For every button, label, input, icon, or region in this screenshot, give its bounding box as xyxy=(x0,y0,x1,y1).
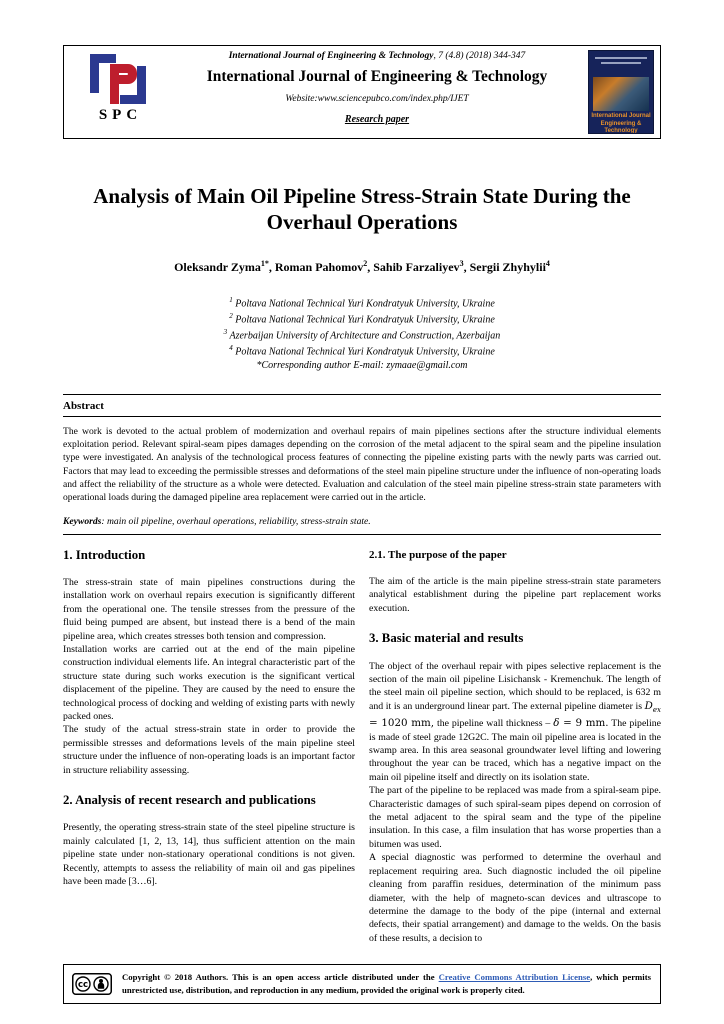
journal-cover-image xyxy=(588,50,654,134)
cc-by-icon xyxy=(72,973,112,995)
publisher-logo xyxy=(70,50,166,134)
formula-diameter: $D_{ex} = 1020$ mm, xyxy=(369,699,661,730)
left-column xyxy=(63,547,355,946)
right-column xyxy=(369,547,661,946)
paragraph: The study of the actual stress-strain state in order to provide the permissible stresses and deformations levels of the main pipeline steel structure under the influence of non-operating loads is an important factor in structure reliability assessing. xyxy=(63,724,355,776)
license-footer xyxy=(63,964,661,1004)
journal-header xyxy=(63,45,661,139)
paragraph: A special diagnostic was performed to determine the overhaul and replacement requiring area. Such diagnostic included the oil pipeline cleaning from paraffin residues, determination of the minimum pass diameter, with the help of magneto-scan devices and ultrascope to determine the damage to the body of the pipe (internal and external defects, their spatial arrangement) and damage to the welds. On the basis of these results, a decision to xyxy=(369,852,661,944)
affiliation-line: $^2$ Poltava National Technical Yuri Kondratyuk University, Ukraine xyxy=(229,311,495,326)
journal-header-center xyxy=(166,50,588,134)
section-3-heading: 3. Basic material and results xyxy=(369,631,524,646)
journal-title: International Journal of Engineering & Technology xyxy=(206,68,548,85)
spc-logo-icon xyxy=(82,52,154,106)
affiliation-line: $^4$ Poltava National Technical Yuri Kondratyuk University, Ukraine xyxy=(229,344,495,358)
divider xyxy=(63,416,661,417)
author-name: , Roman Pahomov xyxy=(268,259,364,274)
keywords-line xyxy=(63,516,661,527)
keywords-label: Keywords xyxy=(63,515,102,527)
paper-type-label: Research paper xyxy=(344,114,410,125)
cover-decor-line xyxy=(595,57,647,59)
affiliation-line: $^3$ Azerbaijan University of Architecture and Construction, Azerbaijan xyxy=(223,328,501,342)
svg-text:cc: cc xyxy=(77,980,89,990)
journal-citation-issue: , 7 (4.8) (2018) 344-347 xyxy=(433,51,526,61)
cc-license-link[interactable]: Creative Commons Attribution License xyxy=(438,972,591,982)
paragraph: The part of the pipeline to be replaced was made from a spiral-seam pipe. Characteristic damages of such spiral-seam pipes depend on corrosion of the metal adjacent to the spiral seam and the type of the pipeline insulation. In this case, a film insulation that has worse properties than a bitumen was used. xyxy=(369,785,661,850)
journal-website[interactable]: Website:www.sciencepubco.com/index.php/IJET xyxy=(285,94,469,104)
cover-title-line2: Engineering & Technology xyxy=(600,121,642,134)
paragraph: Installation works are carried out at the end of the main pipeline construction individual elements life. An integral characteristic part of the structure state during such works execution is the significant vertical displacement of the pipeline. They are caused by the need to ensure the technological process of docking and welding of existing parts with newly packed ones. xyxy=(63,643,355,722)
author-name: , Sahib Farzaliyev xyxy=(367,259,460,274)
copyright-notice xyxy=(122,971,651,996)
affiliation-list xyxy=(63,294,661,372)
author-affil-marker: 2 xyxy=(363,258,368,268)
paragraph: Presently, the operating stress-strain state of the steel pipeline structure is mainly calculated [1, 2, 13, 14], thus sufficient attention on the main pipeline state under non-stationary operational conditions is not given. Recently, attempts to assess the reliability of main oil and gas pipelines have been made [3…6]. xyxy=(63,822,355,887)
abstract-heading: Abstract xyxy=(63,399,104,412)
copyright-text-after: , which permits unrestricted use, distribution, and reproduction in any medium, provided the original work is properly cited. xyxy=(122,972,651,995)
cover-photo xyxy=(593,77,649,111)
article-body xyxy=(63,547,661,946)
article-title: Analysis of Main Oil Pipeline Stress-Strain State During the Overhaul Operations xyxy=(93,184,631,235)
section-2-1-heading: 2.1. The purpose of the paper xyxy=(369,548,507,561)
paragraph: The object of the overhaul repair with pipes selective replacement is the section of the main oil pipeline Lisichansk - Kremenchuk. The length of the steel main oil pipeline section, which should to be replaced, is 632 m and it is an underground linear part. The external pipeline diameter is $D_{ex} = 1020$ mm, the pipeline wall thickness – δ = 9 mm. The pipeline is made of steel grade 12G2C. The main oil pipeline area is located in the swamp area. In this area seasonal groundwater level lifting and lowering throughout the year can be traced, which has a negative impact on the main oil pipeline itself and directly on its isolation state. xyxy=(369,660,661,783)
divider xyxy=(63,394,661,395)
divider xyxy=(63,534,661,535)
author-affil-marker: 4 xyxy=(545,258,550,268)
section-2-heading: 2. Analysis of recent research and publications xyxy=(63,793,316,808)
corresponding-author-line: *Corresponding author E-mail: zymaae@gmail.com xyxy=(256,359,468,371)
abstract-text: The work is devoted to the actual problem of modernization and overhaul repairs of main pipelines sections after the structure individual elements exploitation period. Relevant spiral-seam pipes damages depending on the corrosion of the metal adjacent to the spiral seam and the pipeline insulation type were investigated. An analysis of the technological process features of connecting the pipeline existing parts with the newly parts was carried out. Factors that may lead to exceeding the permissible stresses and deformations of the steel main pipeline structure under the influence of non-operating loads and affect the reliability of the structure as a whole were detected. Evaluation and calculation of the steel main pipeline stress-strain state parameters with operational loads during the damaged pipeline area replacement were carried out in the article. xyxy=(63,425,661,504)
formula-thickness: δ = 9 mm. xyxy=(553,717,609,730)
section-1-heading: 1. Introduction xyxy=(63,547,146,562)
journal-citation-name: International Journal of Engineering & Technology xyxy=(228,51,434,61)
author-name: , Sergii Zhyhylii xyxy=(463,259,546,274)
author-name: Oleksandr Zyma xyxy=(174,259,261,274)
author-affil-marker: 1* xyxy=(260,258,269,268)
cover-title-line1: International Journal xyxy=(591,113,651,119)
journal-citation xyxy=(166,51,588,61)
paragraph: The aim of the article is the main pipeline stress-strain state parameters analytical establishment during the pipeline part replacement works execution. xyxy=(369,576,661,614)
author-list xyxy=(63,259,661,275)
affiliation-line: $^1$ Poltava National Technical Yuri Kondratyuk University, Ukraine xyxy=(229,295,495,309)
keywords-body: : main oil pipeline, overhaul operations, reliability, stress-strain state. xyxy=(101,515,371,527)
cover-decor-line xyxy=(601,62,641,64)
publisher-logo-text: SPC xyxy=(98,107,143,123)
author-affil-marker: 3 xyxy=(459,258,464,268)
copyright-text-before: Copyright © 2018 Authors. This is an open access article distributed under the xyxy=(122,972,439,982)
paragraph: The stress-strain state of main pipelines constructions during the installation work on overhaul repairs execution is significantly different from the operational one. The tensile stresses from the pressure of the fluid being pumped are absent, but instead there is a bend of the main pipeline area, which creates stresses both tension and compression. xyxy=(63,576,355,642)
